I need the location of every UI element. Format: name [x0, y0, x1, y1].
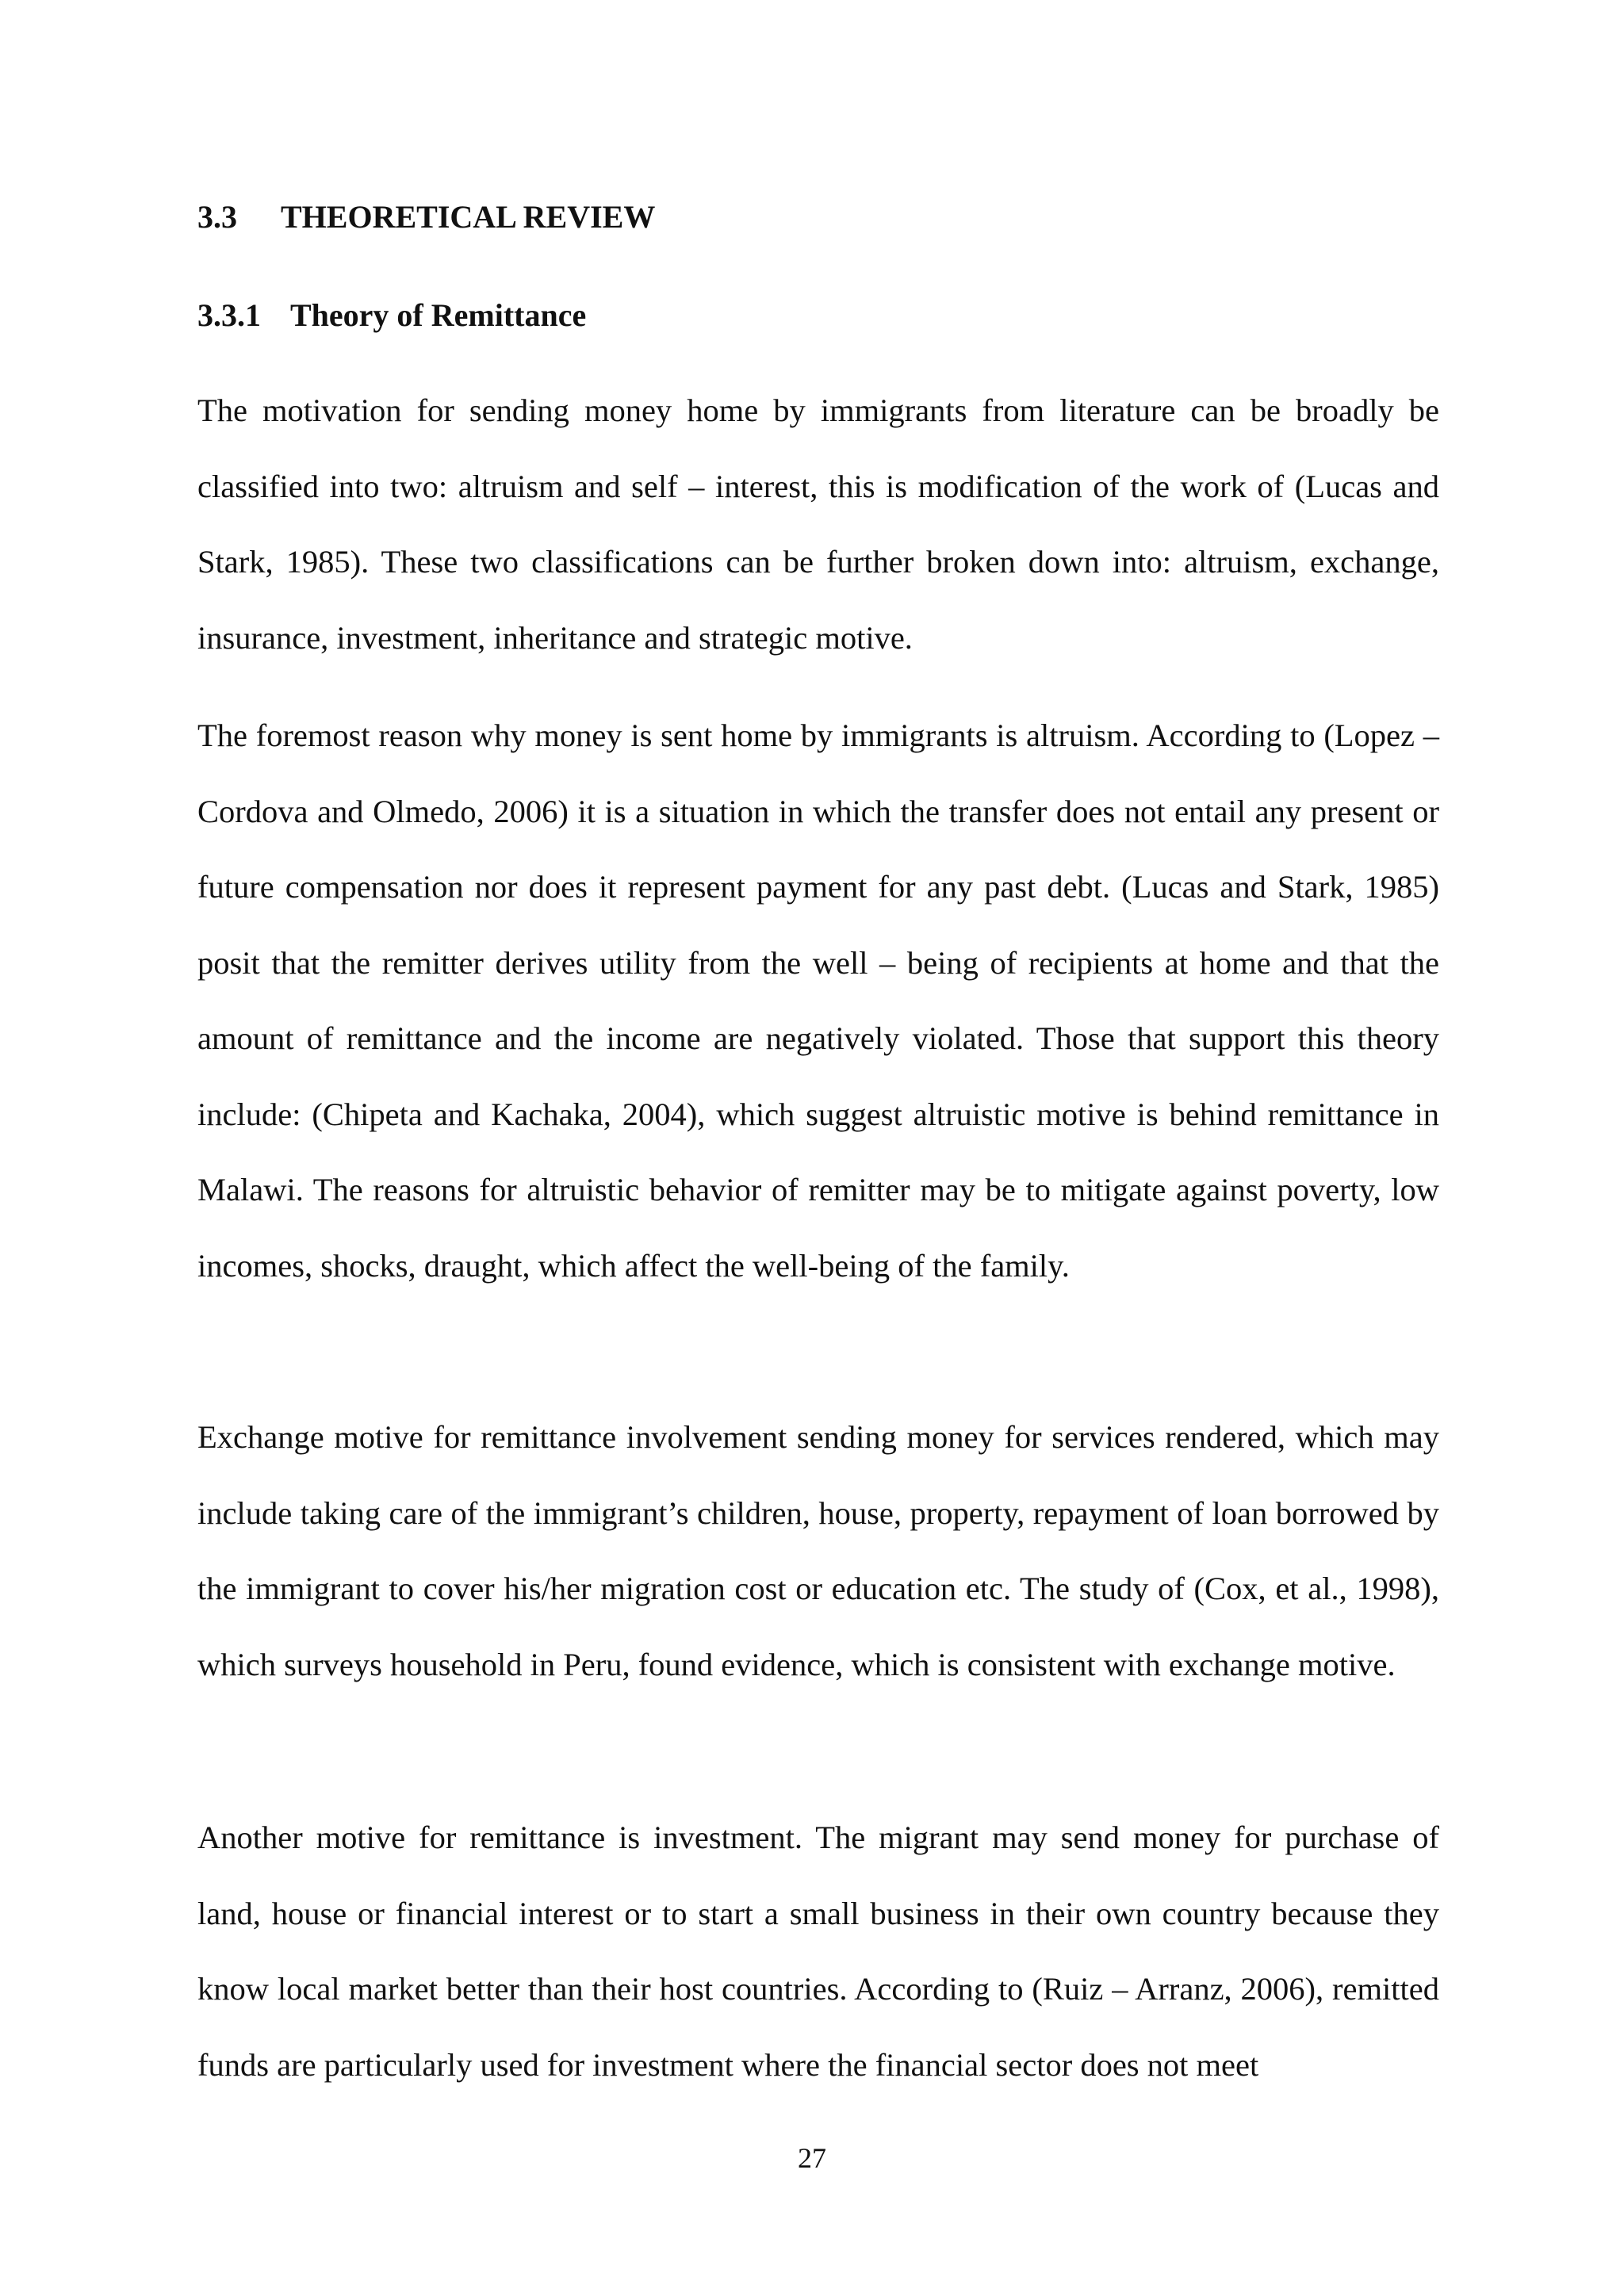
subsection-number: 3.3.1: [197, 297, 261, 333]
page-number: 27: [798, 2142, 826, 2174]
paragraph-motivation: The motivation for sending money home by immigrants from literature can be broadly be classified into two: altruism and self – interest, this is modification of the work of (Lucas and Stark, 1985). These two classifications can be further broken down into: altruism, exchange, insurance, investment, inheritance and strategic motive.: [197, 392, 1439, 656]
subsection-heading: [197, 297, 586, 335]
section-title: THEORETICAL REVIEW: [281, 199, 656, 235]
subsection-title: Theory of Remittance: [290, 297, 587, 333]
paragraph-investment: Another motive for remittance is investment. The migrant may send money for purchase of land, house or financial interest or to start a small business in their own country because they know local market better than their host countries. According to (Ruiz – Arranz, 2006), remitted funds are particularly used for investment where the financial sector does not meet: [197, 1820, 1439, 2083]
paragraph-exchange: Exchange motive for remittance involvement sending money for services rendered, which may include taking care of the immigrant’s children, house, property, repayment of loan borrowed by the immigrant to cover his/her migration cost or education etc. The study of (Cox, et al., 1998), which surveys household in Peru, found evidence, which is consistent with exchange motive.: [197, 1419, 1439, 1682]
paragraph-altruism: The foremost reason why money is sent home by immigrants is altruism. According to (Lopez – Cordova and Olmedo, 2006) it is a situation in which the transfer does not entail any present or future compensation nor does it represent payment for any past debt. (Lucas and Stark, 1985) posit that the remitter derives utility from the well – being of recipients at home and that the amount of remittance and the income are negatively violated. Those that support this theory include: (Chipeta and Kachaka, 2004), which suggest altruistic motive is behind remittance in Malawi. The reasons for altruistic behavior of remitter may be to mitigate against poverty, low incomes, shocks, draught, which affect the well-being of the family.: [197, 718, 1439, 1284]
section-heading: [197, 198, 655, 236]
section-number: 3.3: [197, 199, 237, 235]
